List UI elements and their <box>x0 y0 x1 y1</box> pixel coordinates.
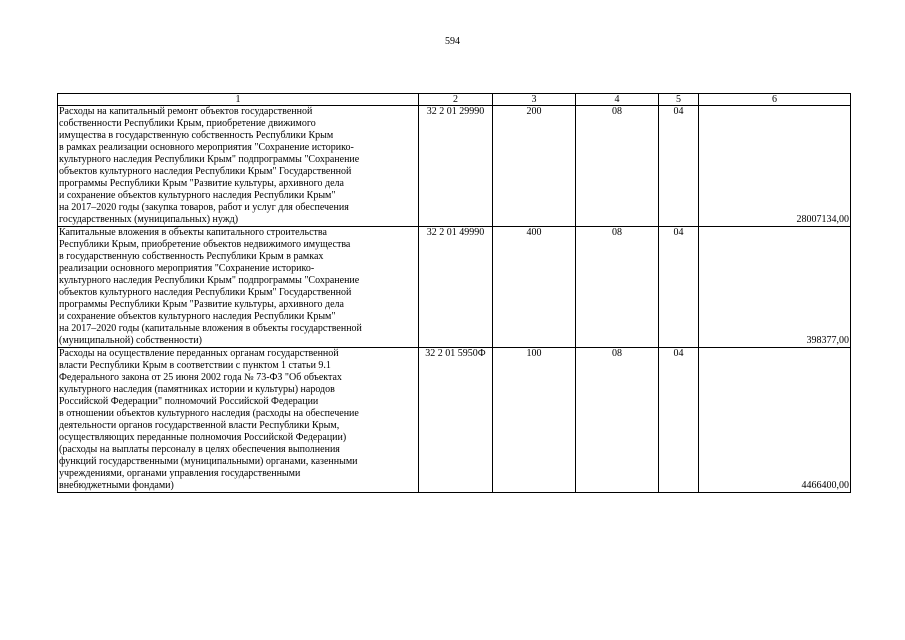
row-amount: 398377,00 <box>699 227 851 348</box>
budget-table <box>57 93 851 493</box>
header-row <box>58 94 851 106</box>
row-code: 32 2 01 49990 <box>419 227 493 348</box>
row-amount: 4466400,00 <box>699 348 851 493</box>
table-row <box>58 227 851 348</box>
page-number: 594 <box>445 36 460 47</box>
row-col4: 08 <box>576 348 659 493</box>
row-code: 32 2 01 5950Ф <box>419 348 493 493</box>
column-header-6: 6 <box>699 94 851 106</box>
column-header-1: 1 <box>58 94 419 106</box>
table-row <box>58 348 851 493</box>
row-col5: 04 <box>659 348 699 493</box>
row-col5: 04 <box>659 227 699 348</box>
row-description: Капитальные вложения в объекты капитального строительства Республики Крым, приобретение объектов недвижимого имущества в государственную собственность Республики Крым в рамках реализации основного мероприятия "Сохранение историко- культурного наследия Республики Крым" подпрограммы "Сохранение объектов культурного наследия Республики Крым" Государственной программы Республики Крым "Развитие культуры, архивного дела и сохранение объектов культурного наследия Республики Крым" на 2017–2020 годы (капитальные вложения в объекты государственной (муниципальной) собственности) <box>58 227 419 348</box>
row-col3: 200 <box>493 106 576 227</box>
row-code: 32 2 01 29990 <box>419 106 493 227</box>
column-header-5: 5 <box>659 94 699 106</box>
row-col5: 04 <box>659 106 699 227</box>
row-description: Расходы на осуществление переданных органам государственной власти Республики Крым в соответствии с пунктом 1 статьи 9.1 Федерального закона от 25 июня 2002 года № 73-ФЗ "Об объектах культурного наследия (памятниках истории и культуры) народов Российской Федерации" полномочий Российской Федерации в отношении объектов культурного наследия (расходы на обеспечение деятельности органов государственной власти Республики Крым, осуществляющих переданные полномочия Российской Федерации) (расходы на выплаты персоналу в целях обеспечения выполнения функций государственными (муниципальными) органами, казенными учреждениями, органами управления государственными внебюджетными фондами) <box>58 348 419 493</box>
row-col4: 08 <box>576 106 659 227</box>
row-amount: 28007134,00 <box>699 106 851 227</box>
column-header-2: 2 <box>419 94 493 106</box>
row-col3: 100 <box>493 348 576 493</box>
column-header-4: 4 <box>576 94 659 106</box>
table-row <box>58 106 851 227</box>
column-header-3: 3 <box>493 94 576 106</box>
row-col4: 08 <box>576 227 659 348</box>
row-description: Расходы на капитальный ремонт объектов государственной собственности Республики Крым, приобретение движимого имущества в государственную собственность Республики Крым в рамках реализации основного мероприятия "Сохранение историко- культурного наследия Республики Крым" подпрограммы "Сохранение объектов культурного наследия Республики Крым" Государственной программы Республики Крым "Развитие культуры, архивного дела и сохранение объектов культурного наследия Республики Крым" на 2017–2020 годы (закупка товаров, работ и услуг для обеспечения государственных (муниципальных) нужд) <box>58 106 419 227</box>
row-col3: 400 <box>493 227 576 348</box>
